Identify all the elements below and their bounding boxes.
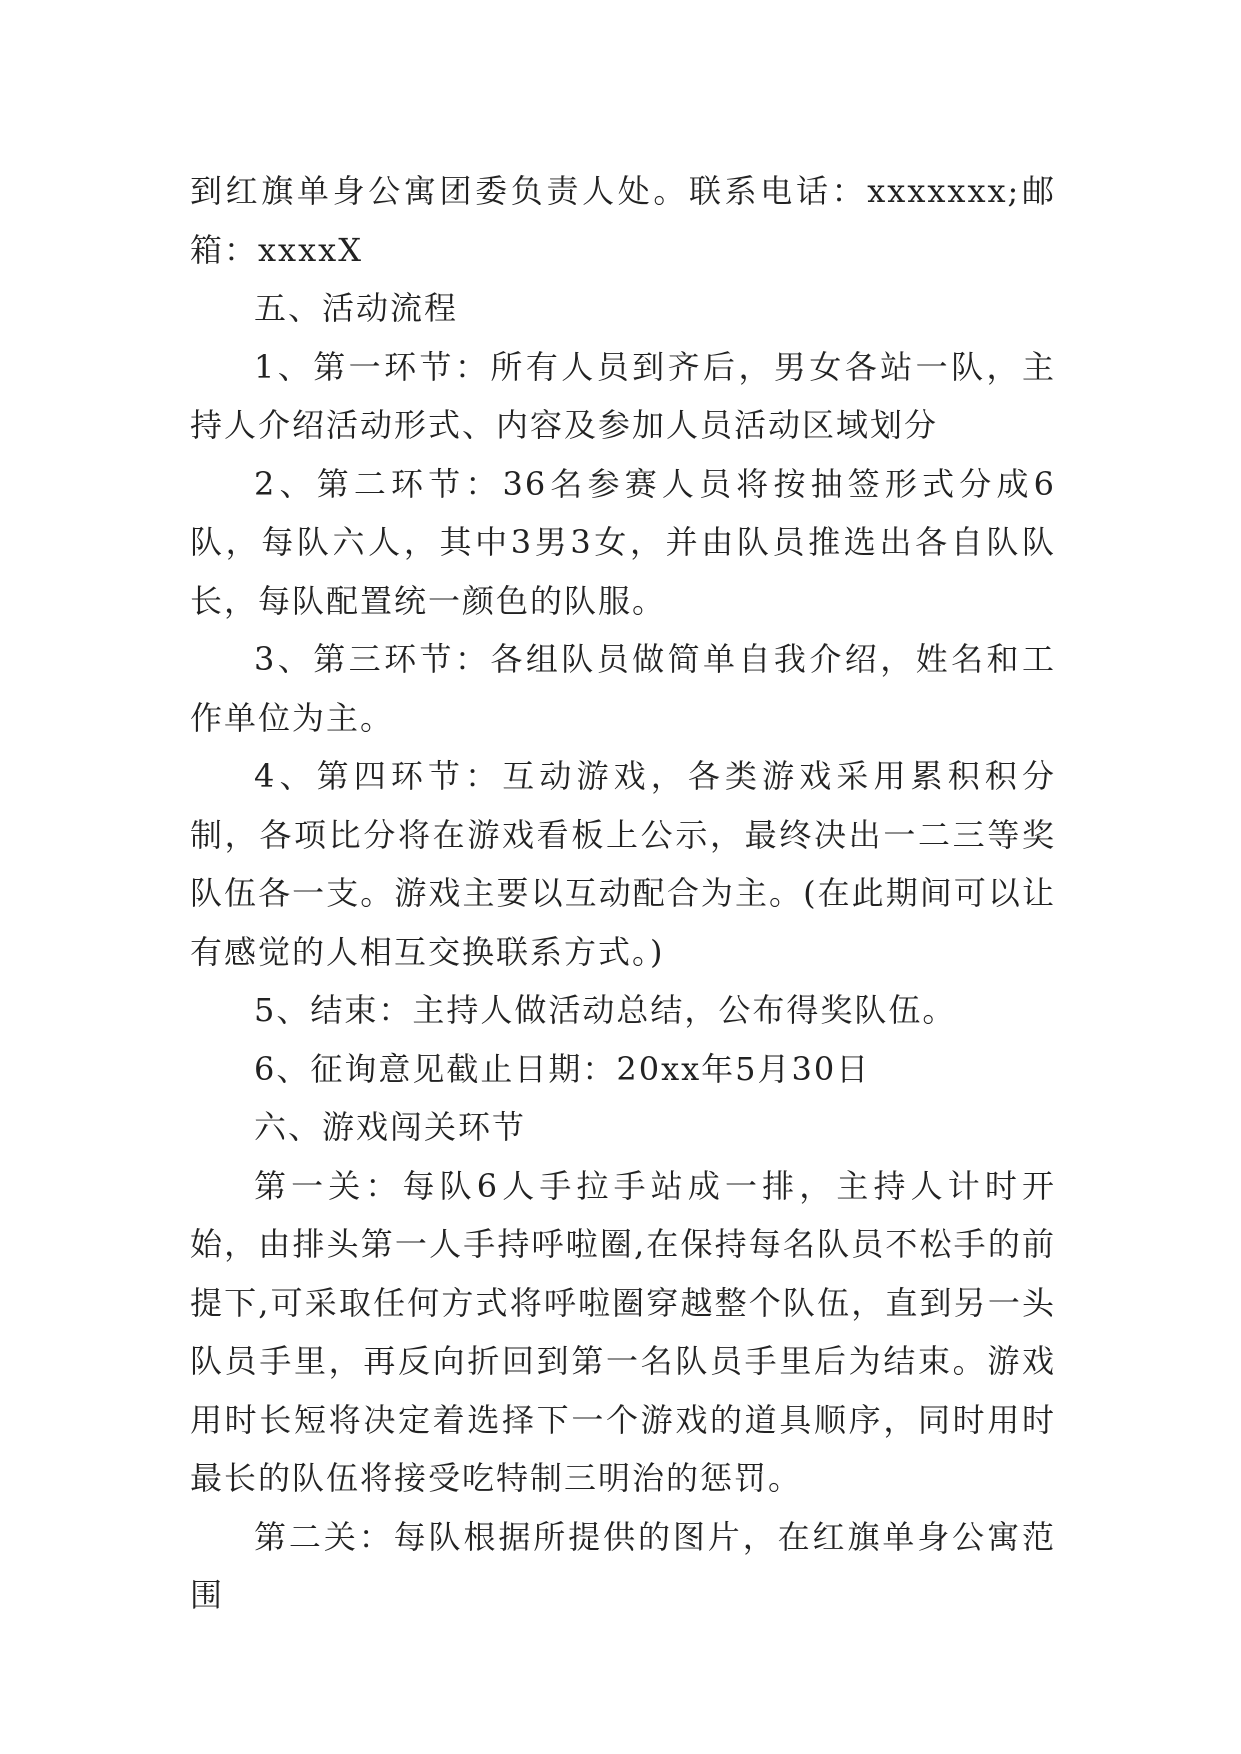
document-body	[190, 162, 1056, 1625]
paragraph-step-4: 4、第四环节：互动游戏，各类游戏采用累积积分制，各项比分将在游戏看板上公示，最终决出一二三等奖队伍各一支。游戏主要以互动配合为主。(在此期间可以让有感觉的人相互交换联系方式。)	[190, 757, 1056, 971]
paragraph-step-3: 3、第三环节：各组队员做简单自我介绍，姓名和工作单位为主。	[190, 640, 1056, 737]
paragraph-step-2: 2、第二环节：36名参赛人员将按抽签形式分成6队，每队六人，其中3男3女，并由队员推选出各自队队长，每队配置统一颜色的队服。	[190, 464, 1056, 620]
section-heading-activity-flow: 五、活动流程	[254, 289, 459, 327]
paragraph-contact-info: 到红旗单身公寓团委负责人处。联系电话：xxxxxxx;邮箱：xxxxX	[190, 172, 1056, 269]
paragraph-step-6: 6、征询意见截止日期：20xx年5月30日	[254, 1049, 871, 1088]
paragraph-step-1: 1、第一环节：所有人员到齐后，男女各站一队，主持人介绍活动形式、内容及参加人员活动区域划分	[190, 347, 1056, 444]
paragraph-level-1: 第一关：每队6人手拉手站成一排，主持人计时开始，由排头第一人手持呼啦圈,在保持每名队员不松手的前提下,可采取任何方式将呼啦圈穿越整个队伍，直到另一头队员手里，再反向折回到第一名队员手里后为结束。游戏用时长短将决定着选择下一个游戏的道具顺序，同时用时最长的队伍将接受吃特制三明治的惩罚。	[190, 1166, 1056, 1497]
paragraph-level-2: 第二关：每队根据所提供的图片，在红旗单身公寓范围	[190, 1517, 1056, 1614]
paragraph-step-5: 5、结束：主持人做活动总结，公布得奖队伍。	[254, 991, 957, 1029]
section-heading-game-levels: 六、游戏闯关环节	[254, 1108, 527, 1146]
